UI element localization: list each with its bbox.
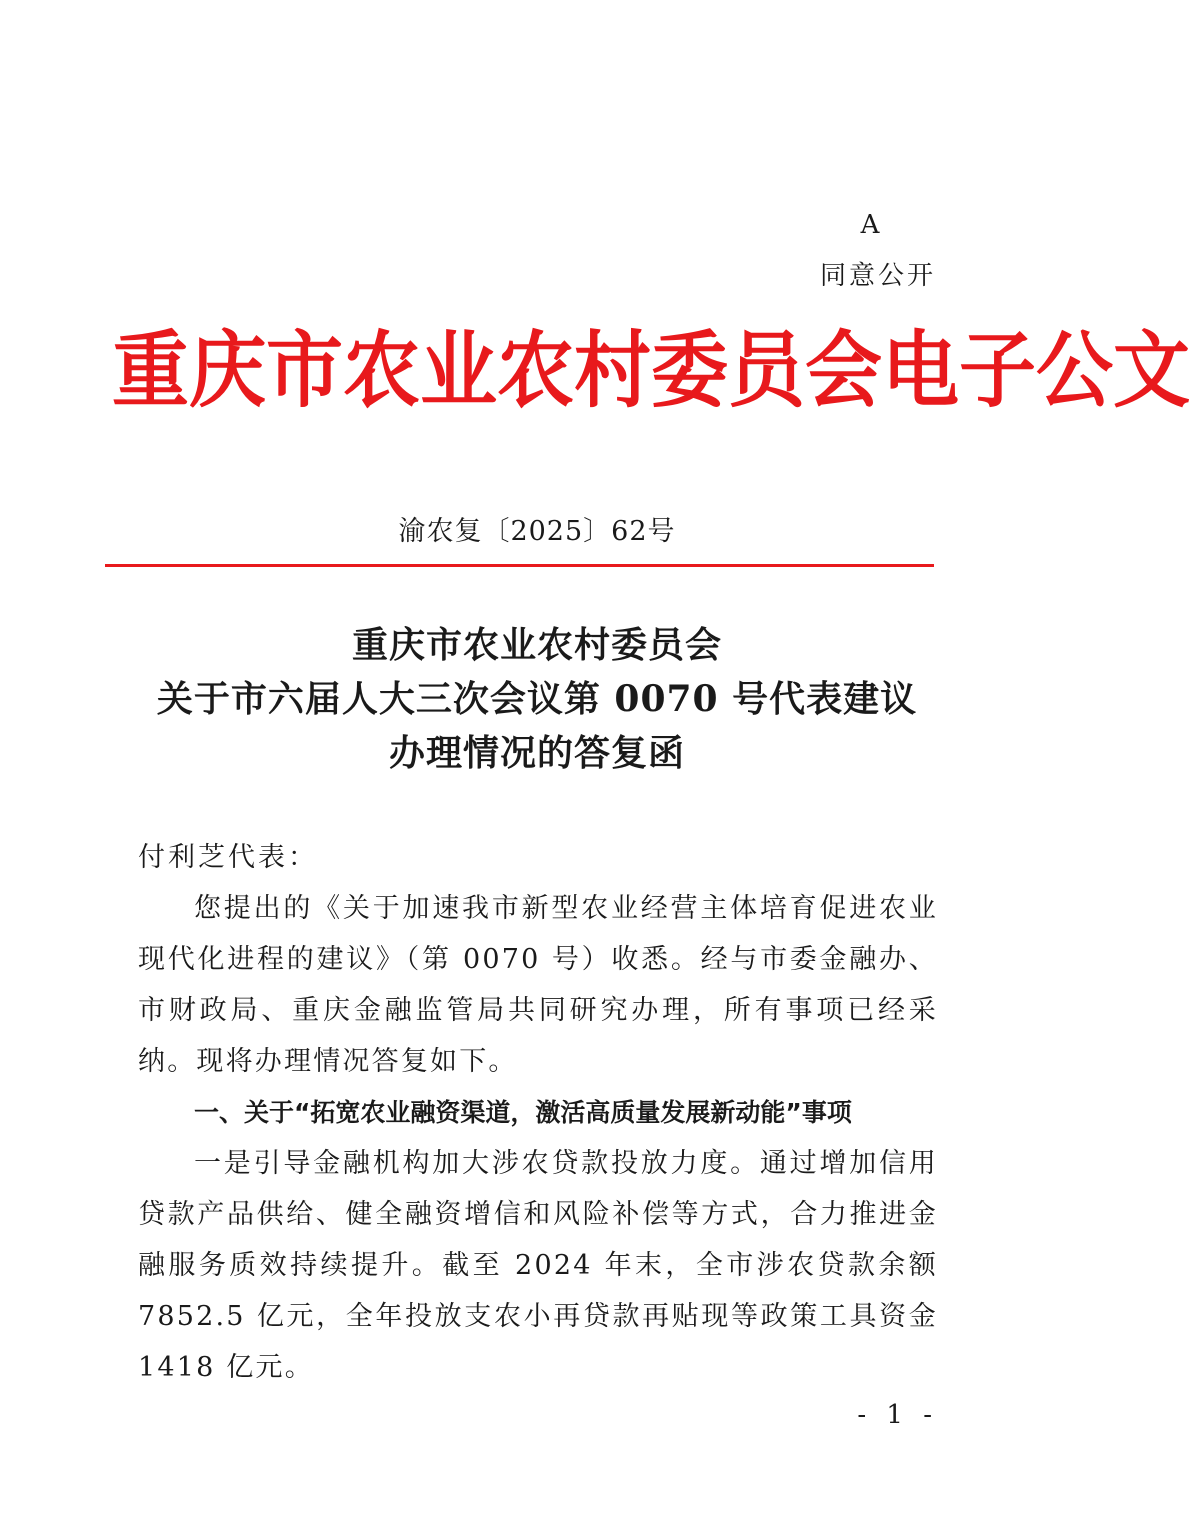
- red-divider-line: [105, 564, 934, 567]
- title-line-3: 办理情况的答复函: [388, 732, 685, 774]
- title-line-2: 关于市六届人大三次会议第 0070 号代表建议: [156, 678, 918, 720]
- masthead: 重庆市农业农村委员会电子公文: [112, 323, 1190, 420]
- document-body: [138, 832, 938, 1393]
- section-heading-1: 一、关于“拓宽农业融资渠道，激活高质量发展新动能”事项: [194, 1098, 852, 1127]
- body-paragraph-2: 一是引导金融机构加大涉农贷款投放力度。通过增加信用贷款产品供给、健全融资增信和风险补偿等方式，合力推进金融服务质效持续提升。截至 2024 年末，全市涉农贷款余额 7852.5 亿元，全年投放支农小再贷款再贴现等政策工具资金 1418 亿元。: [138, 1148, 938, 1383]
- body-paragraph-1: 您提出的《关于加速我市新型农业经营主体培育促进农业现代化进程的建议》（第 0070 号）收悉。经与市委金融办、市财政局、重庆金融监管局共同研究办理，所有事项已经采纳。现将办理情况答复如下。: [138, 893, 938, 1077]
- document-title: [0, 618, 1074, 780]
- disclosure-status: 同意公开: [819, 261, 936, 291]
- salutation: 付利芝代表：: [138, 842, 318, 873]
- title-line-1: 重庆市农业农村委员会: [351, 624, 722, 666]
- classification-mark: A: [860, 210, 880, 240]
- document-number: 渝农复〔2025〕62号: [398, 516, 676, 547]
- page-number: - 1 -: [857, 1400, 938, 1430]
